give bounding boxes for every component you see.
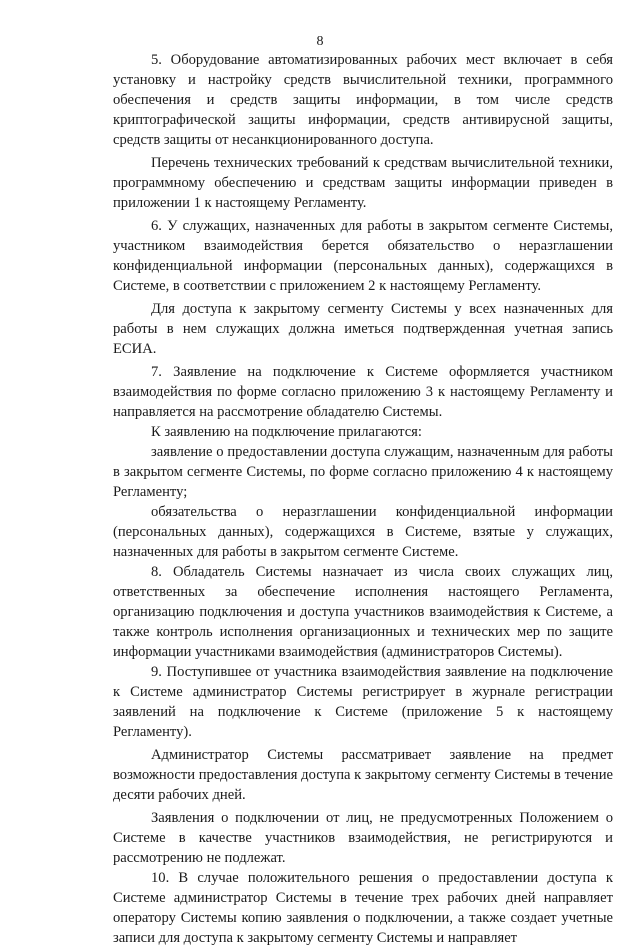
page-number: 8: [316, 34, 324, 49]
paragraph-7: 7. Заявление на подключение к Системе оформляется участником взаимодействия по форме согласно приложению 3 к настоящему Регламенту и направляется на рассмотрение обладателю Системы.: [113, 364, 613, 420]
paragraph-8: 8. Обладатель Системы назначает из числа своих служащих лиц, ответственных за обеспечение исполнения настоящего Регламента, организацию подключения и доступа участников взаимодействия к Системе, а также контроль исполнения организационных и технических мер по защите информации участниками взаимодействия (администраторов Системы).: [113, 564, 613, 660]
paragraph-9: 9. Поступившее от участника взаимодействия заявление на подключение к Системе администратор Системы регистрирует в журнале регистрации заявлений на подключение к Системе (приложение 5 к настоящему Регламенту).: [113, 664, 613, 740]
paragraph-10: 10. В случае положительного решения о предоставлении доступа к Системе администратор Системы в течение трех рабочих дней направляет оператору Системы копию заявления о подключении, а также создает учетные записи для доступа к закрытому сегменту Системы и направляет: [113, 870, 613, 946]
paragraph-requirements-list: Перечень технических требований к средствам вычислительной техники, программному обеспечению и средствам защиты информации приведен в приложении 1 к настоящему Регламенту.: [113, 155, 613, 211]
paragraph-unregistered-applications: Заявления о подключении от лиц, не предусмотренных Положением о Системе в качестве участников взаимодействия, не регистрируются и рассмотрению не подлежат.: [113, 810, 613, 866]
paragraph-review-period: Администратор Системы рассматривает заявление на предмет возможности предоставления доступа к закрытому сегменту Системы в течение десяти рабочих дней.: [113, 747, 613, 803]
paragraph-access-application: заявление о предоставлении доступа служащим, назначенным для работы в закрытом сегменте Системы, по форме согласно приложению 4 к настоящему Регламенту;: [113, 444, 613, 500]
paragraph-5: 5. Оборудование автоматизированных рабочих мест включает в себя установку и настройку средств вычислительной техники, программного обеспечения и средств защиты информации, в том числе средств криптографической защиты информации, средств антивирусной защиты, средств защиты от несанкционированного доступа.: [113, 52, 613, 148]
document-body: [113, 50, 613, 948]
paragraph-nondisclosure-obligations: обязательства о неразглашении конфиденциальной информации (персональных данных), содержащихся в Системе, взятые у служащих, назначенных для работы в закрытом сегменте Системе.: [113, 504, 613, 560]
paragraph-attachments-intro: К заявлению на подключение прилагаются:: [151, 424, 422, 440]
paragraph-esia-account: Для доступа к закрытому сегменту Системы у всех назначенных для работы в нем служащих должна иметься подтвержденная учетная запись ЕСИА.: [113, 301, 613, 357]
paragraph-6: 6. У служащих, назначенных для работы в закрытом сегменте Системы, участником взаимодействия берется обязательство о неразглашении конфиденциальной информации (персональных данных), содержащихся в Системе, в соответствии с приложением 2 к настоящему Регламенту.: [113, 218, 613, 294]
